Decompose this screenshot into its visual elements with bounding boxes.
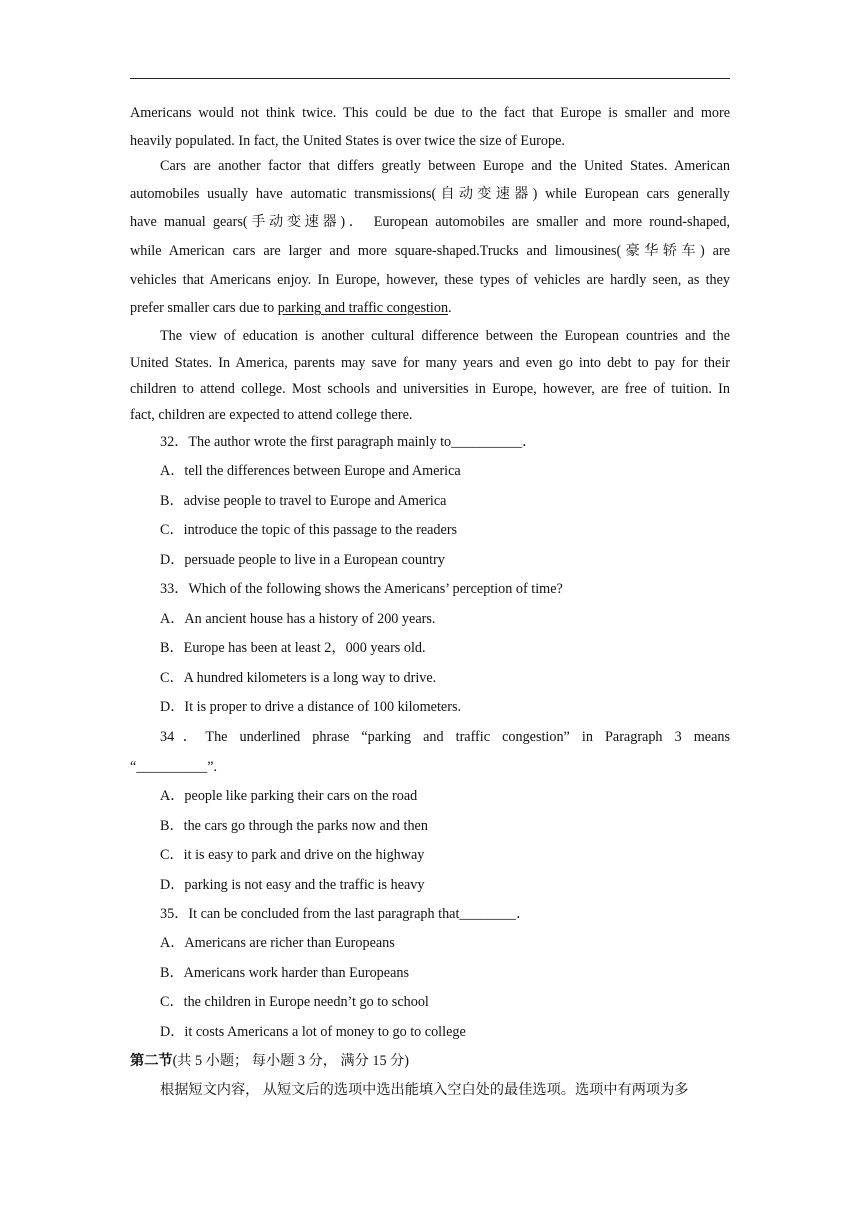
p3-line3: children to attend college. Most schools and universities in Europe, however, are free of tuition. In <box>130 381 730 397</box>
question-34-option-d: D．parking is not easy and the traffic is heavy <box>160 877 425 893</box>
p2-line1: Cars are another factor that differs greatly between Europe and the United States. American <box>160 158 730 174</box>
section-2-label: 第二节 <box>130 1053 173 1069</box>
question-34-option-a: A．people like parking their cars on the road <box>160 788 418 804</box>
p3-line1: The view of education is another cultural difference between the European countries and the <box>160 328 730 344</box>
question-32-option-b: B．advise people to travel to Europe and America <box>160 493 447 509</box>
header-rule <box>130 78 730 79</box>
question-32-option-a: A．tell the differences between Europe and America <box>160 463 461 479</box>
p2-line6-after: . <box>448 300 452 316</box>
question-33-option-d: D．It is proper to drive a distance of 100 kilometers. <box>160 699 462 715</box>
section-2-instruction: 根据短文内容， 从短文后的选项中选出能填入空白处的最佳选项。选项中有两项为多 <box>160 1082 689 1098</box>
question-34-option-b: B．the cars go through the parks now and then <box>160 818 428 834</box>
p1-line2: heavily populated. In fact, the United States is over twice the size of Europe. <box>130 133 565 149</box>
section-2-heading <box>130 1052 730 1070</box>
question-35-option-b: B．Americans work harder than Europeans <box>160 965 409 981</box>
p2-line4: while American cars are larger and more square-shaped.Trucks and limousines(豪华轿车) are <box>130 243 730 259</box>
p2-line6-before: prefer smaller cars due to <box>130 300 278 316</box>
p2-line3: have manual gears(手动变速器)． European automobiles are smaller and more round-shaped, <box>130 214 730 230</box>
p2-line6 <box>130 299 730 317</box>
question-33-option-c: C．A hundred kilometers is a long way to drive. <box>160 670 437 686</box>
underlined-phrase: parking and traffic congestion <box>277 300 449 316</box>
question-33-stem: 33．Which of the following shows the Americans’ perception of time? <box>160 581 563 597</box>
question-35-option-c: C．the children in Europe needn’t go to school <box>160 994 429 1010</box>
question-35-option-a: A．Americans are richer than Europeans <box>160 935 395 951</box>
question-33-option-a: A．An ancient house has a history of 200 years. <box>160 611 436 627</box>
question-34-stem-line1: 34．The underlined phrase “parking and traffic congestion” in Paragraph 3 means <box>160 729 730 745</box>
p2-line2: automobiles usually have automatic transmissions(自动变速器) while European cars generally <box>130 186 730 202</box>
p1-line1: Americans would not think twice. This could be due to the fact that Europe is smaller and more <box>130 105 730 121</box>
question-35-stem: 35．It can be concluded from the last paragraph that________． <box>160 906 531 922</box>
section-2-scoring: (共 5 小题； 每小题 3 分， 满分 15 分) <box>172 1053 410 1069</box>
p3-line2: United States. In America, parents may save for many years and even go into debt to pay for their <box>130 355 730 371</box>
question-32-option-c: C．introduce the topic of this passage to the readers <box>160 522 458 538</box>
question-34-option-c: C．it is easy to park and drive on the highway <box>160 847 425 863</box>
question-32-stem: 32．The author wrote the first paragraph mainly to__________． <box>160 434 537 450</box>
question-32-option-d: D．persuade people to live in a European country <box>160 552 445 568</box>
question-34-stem-line2: “__________”. <box>130 759 218 775</box>
question-33-option-b: B．Europe has been at least 2，000 years old. <box>160 640 426 656</box>
question-35-option-d: D．it costs Americans a lot of money to go to college <box>160 1024 466 1040</box>
p2-line5: vehicles that Americans enjoy. In Europe, however, these types of vehicles are hardly seen, as they <box>130 272 730 288</box>
p3-line4: fact, children are expected to attend college there. <box>130 407 413 423</box>
